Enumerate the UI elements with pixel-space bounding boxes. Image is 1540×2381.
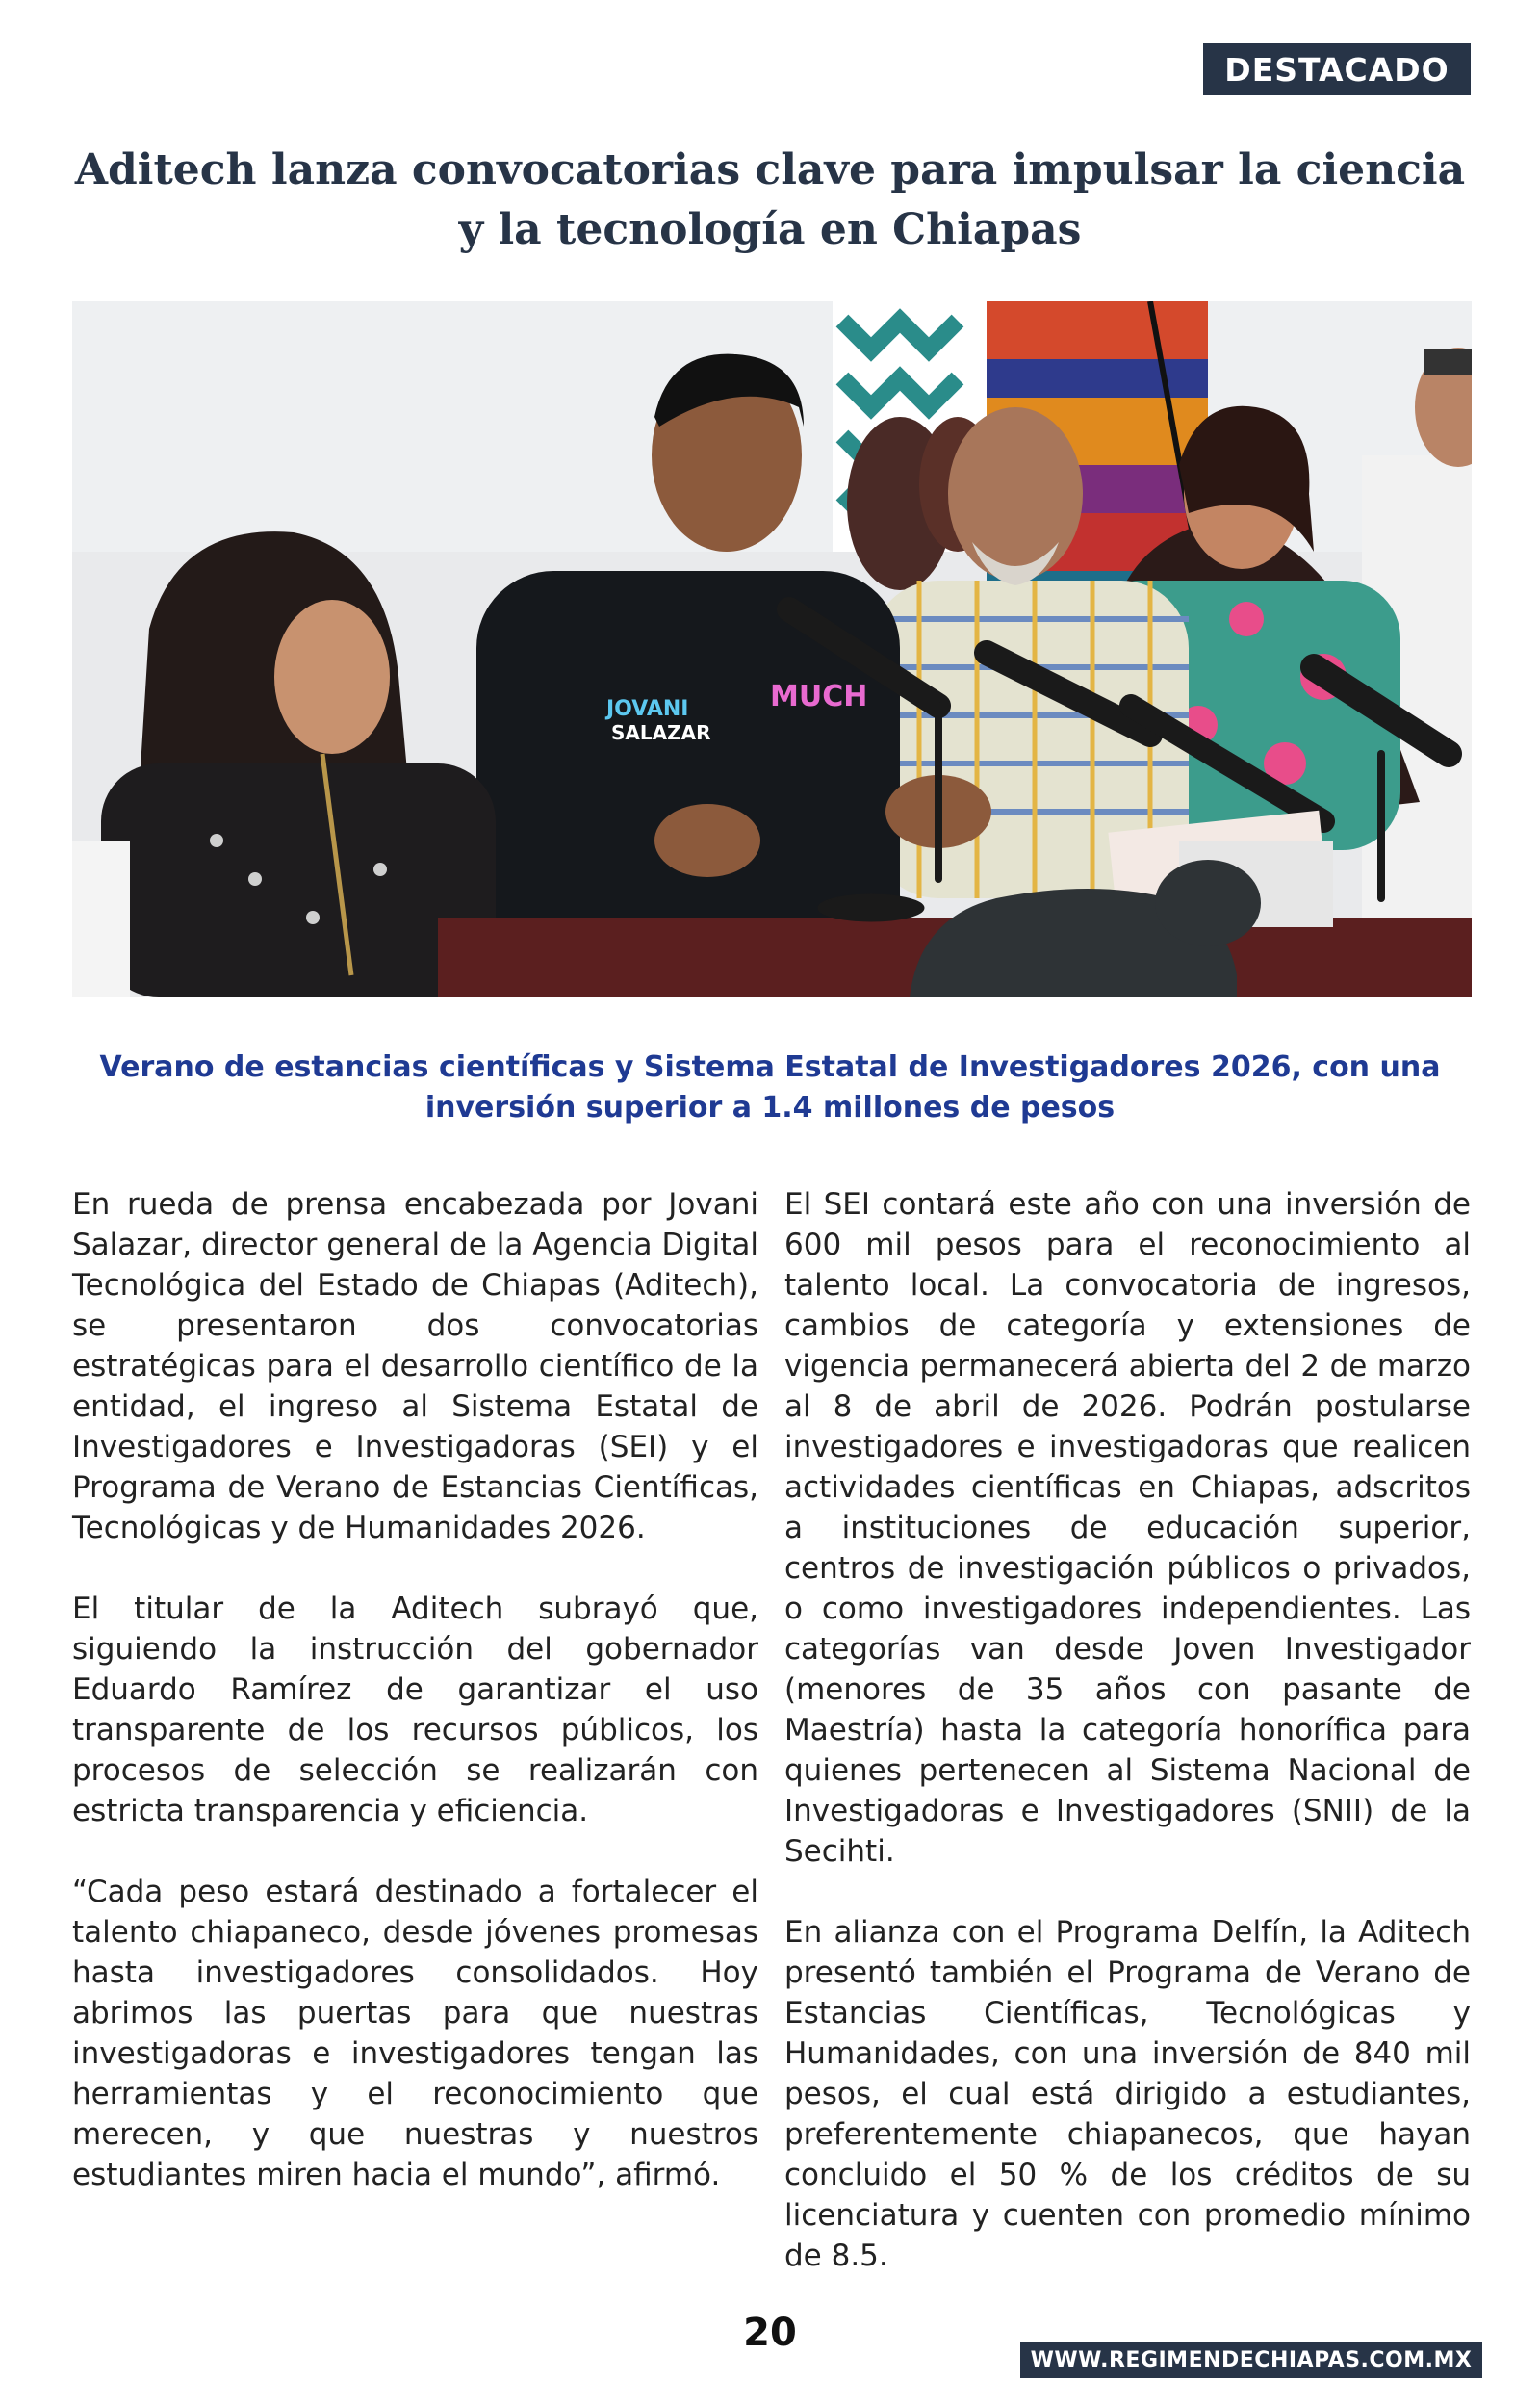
page-number: 20: [743, 2311, 797, 2355]
section-badge: DESTACADO: [1203, 43, 1471, 95]
paragraph: “Cada peso estará destinado a fortalecer el talento chiapaneco, desde jóvenes promesas hasta investigadores consolidados. Hoy abrimos las puertas para que nuestras investigadoras e investigadores tengan las herramientas y el reconocimiento que merecen, y que nuestras y nuestros estudiantes miren hacia el mundo”, afirmó.: [72, 1875, 758, 2192]
paragraph: En alianza con el Programa Delfín, la Aditech presentó también el Programa de Verano de Estancias Científicas, Tecnológicas y Humanidades, con una inversión de 840 mil pesos, el cual está dirigido a estudiantes, preferentemente chiapanecos, que hayan concluido el 50 % de los créditos de su licenciatura y cuenten con promedio mínimo de 8.5.: [784, 1915, 1471, 2273]
body-column-right: [784, 1184, 1471, 2316]
paragraph: En rueda de prensa encabezada por Jovani Salazar, director general de la Agencia Digital Tecnológica del Estado de Chiapas (Aditech), se presentaron dos convocatorias estratégicas para el desarrollo científico de la entidad, el ingreso al Sistema Estatal de Investigadores e Investigadoras (SEI) y el Programa de Verano de Estancias Científicas, Tecnológicas y de Humanidades 2026.: [72, 1187, 758, 1545]
body-column-left: [72, 1184, 758, 2236]
article-headline: Aditech lanza convocatorias clave para impulsar la ciencia y la tecnología en Chiapas: [74, 145, 1466, 254]
shirt-name-line-1: JOVANI: [606, 697, 689, 721]
shirt-name-line-2: SALAZAR: [611, 721, 711, 744]
press-conference-photo: [72, 301, 1472, 997]
website-url[interactable]: WWW.REGIMENDECHIAPAS.COM.MX: [1020, 2342, 1482, 2378]
paragraph: El titular de la Aditech subrayó que, siguiendo la instrucción del gobernador Eduardo Ramírez de garantizar el uso transparente de los recursos públicos, los procesos de selección se realizarán con estricta transparencia y eficiencia.: [72, 1592, 758, 1828]
article-subheading: Verano de estancias científicas y Sistema Estatal de Investigadores 2026, con una inversión superior a 1.4 millones de pesos: [99, 1050, 1441, 1125]
paragraph: El SEI contará este año con una inversión de 600 mil pesos para el reconocimiento al talento local. La convocatoria de ingresos, cambios de categoría y extensiones de vigencia permanecerá abierta del 2 de marzo al 8 de abril de 2026. Podrán postularse investigadores e investigadoras que realicen actividades científicas en Chiapas, adscritos a instituciones de educación superior, centros de investigación públicos o privados, o como investigadores independientes. Las categorías van desde Joven Investigador (menores de 35 años con pasante de Maestría) hasta la categoría honorífica para quienes pertenecen al Sistema Nacional de Investigadoras e Investigadores (SNII) de la Secihti.: [784, 1187, 1471, 1869]
shirt-logo: MUCH: [770, 680, 868, 713]
